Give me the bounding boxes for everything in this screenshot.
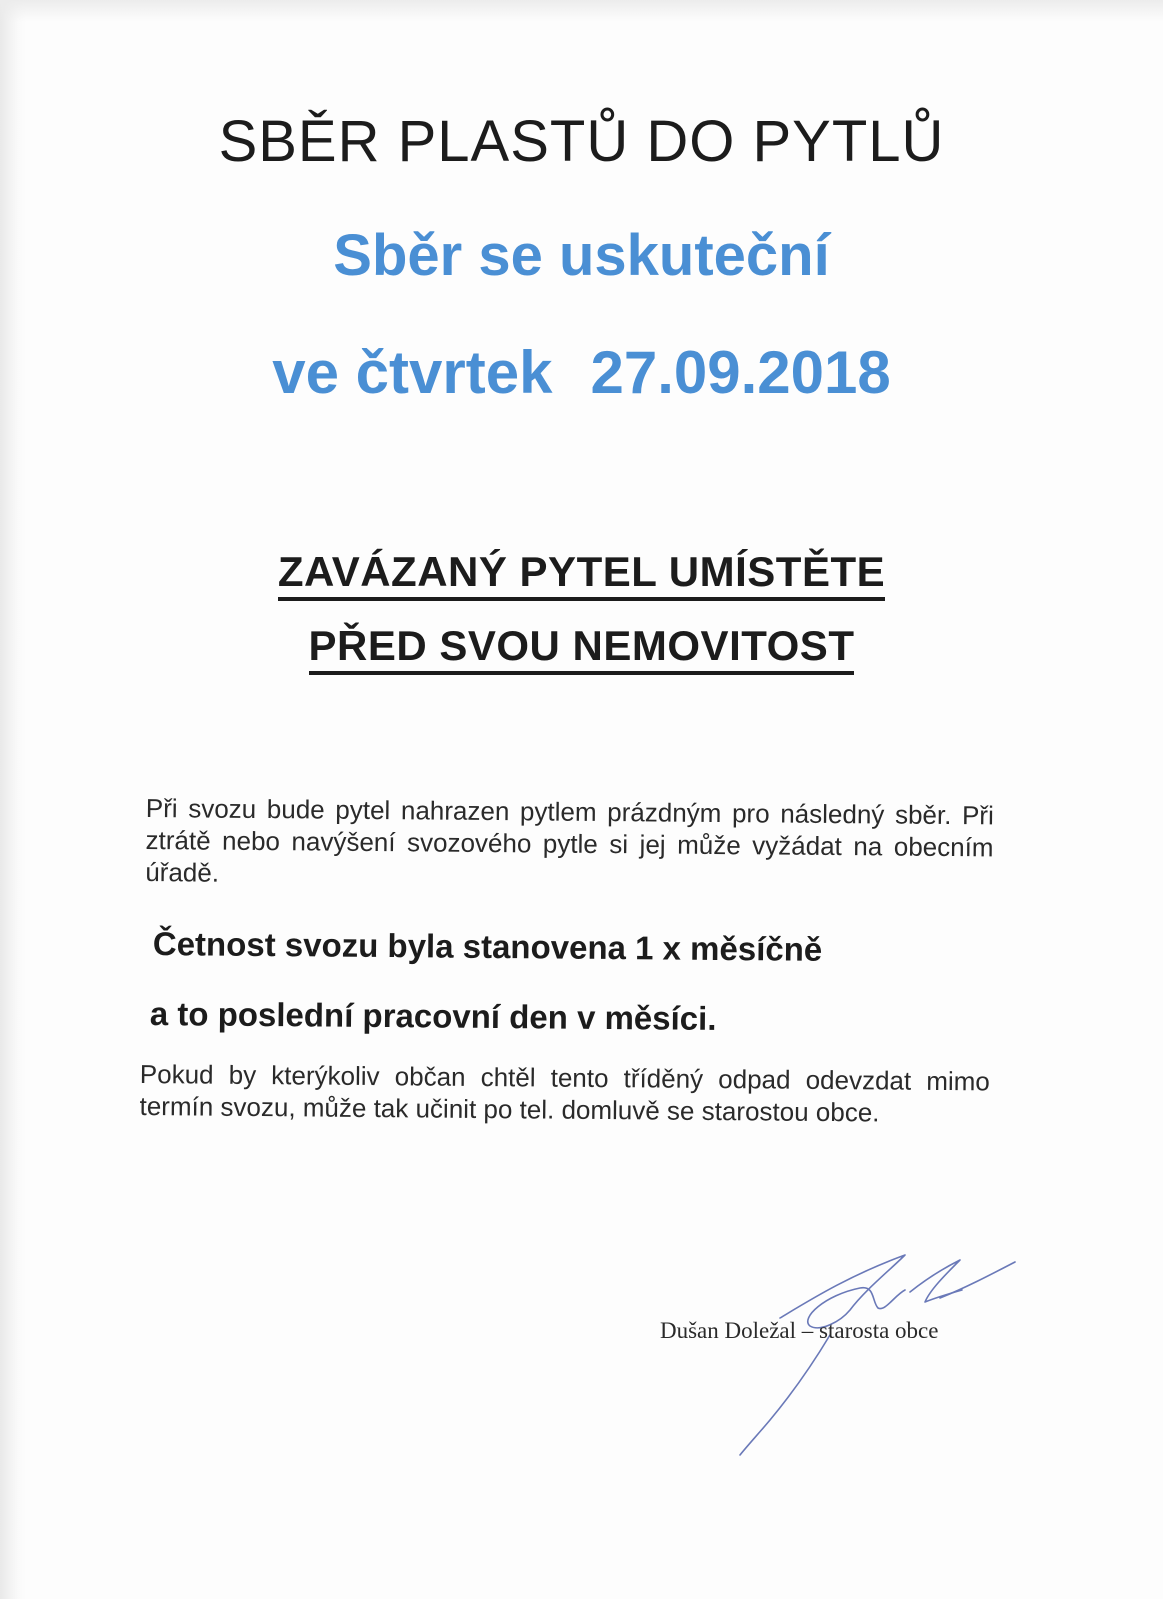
instruction-text-2: PŘED SVOU NEMOVITOST [309, 622, 855, 675]
off-schedule-paragraph: Pokud by kterýkoliv občan chtěl tento tříděný odpad odevzdat mimo termín svozu, může tak učinit po tel. domluvě se starostou obce. [139, 1059, 990, 1128]
collection-date-line [0, 338, 1163, 407]
instruction-line-2 [0, 622, 1163, 670]
instruction-text-1: ZAVÁZANÝ PYTEL UMÍSTĚTE [278, 548, 885, 601]
handwritten-signature [700, 1240, 1030, 1470]
collection-announcement: Sběr se uskuteční [333, 223, 830, 288]
frequency-line-2: a to poslední pracovní den v měsíci. [149, 995, 717, 1037]
scan-edge-shadow-top [0, 0, 1163, 22]
collection-day: ve čtvrtek [272, 339, 553, 406]
notice-title: SBĚR PLASTŮ DO PYTLŮ [218, 109, 945, 174]
bag-replacement-paragraph: Při svozu bude pytel nahrazen pytlem prázdným pro následný sběr. Při ztrátě nebo navýšení svozového pytle si jej může vyžádat na obecním úřadě. [145, 792, 994, 888]
collection-date: 27.09.2018 [590, 339, 891, 406]
instruction-line-1 [0, 548, 1163, 596]
signature-caption: Dušan Doležal – starosta obce [660, 1318, 939, 1343]
frequency-line-1: Četnost svozu byla stanovena 1 x měsíčně [152, 925, 823, 968]
